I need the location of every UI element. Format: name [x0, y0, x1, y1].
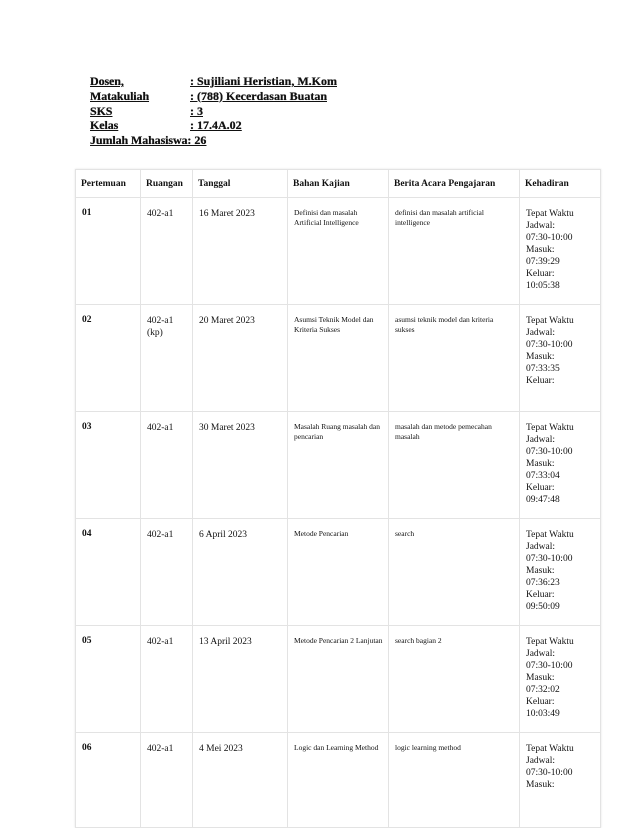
- attendance-line: 07:32:02: [526, 685, 560, 695]
- table-row: [76, 626, 601, 733]
- info-value: : (788) Kecerdasan Buatan: [190, 88, 327, 103]
- attendance-line: 09:50:09: [526, 602, 560, 612]
- attendance-line: 07:30-10:00: [526, 768, 573, 778]
- table-row: [76, 412, 601, 519]
- table-header-row: [76, 170, 601, 198]
- attendance-line: Jadwal:: [526, 756, 556, 766]
- attendance-line: Tepat Waktu: [526, 530, 574, 540]
- material: Asumsi Teknik Model dan Kriteria Sukses: [288, 305, 389, 412]
- room: 402-a1: [141, 626, 193, 733]
- info-label: Kelas: [90, 118, 119, 133]
- attendance-line: [526, 803, 595, 815]
- info-label: Dosen,: [90, 74, 124, 88]
- schedule-table: [75, 169, 601, 828]
- attendance: [520, 733, 601, 828]
- attendance-line: Keluar:: [526, 697, 555, 707]
- info-row-jumlah-mahasiswa: [90, 133, 337, 148]
- attendance-line: 07:36:23: [526, 578, 560, 588]
- attendance-line: Tepat Waktu: [526, 744, 574, 754]
- material: Metode Pencarian: [288, 519, 389, 626]
- attendance-line: Jadwal:: [526, 435, 556, 445]
- attendance-line: 07:30-10:00: [526, 447, 573, 457]
- info-value: : 26: [187, 133, 207, 148]
- attendance-line: 07:33:04: [526, 471, 560, 481]
- attendance-line: Masuk:: [526, 245, 555, 255]
- attendance-line: Masuk:: [526, 566, 555, 576]
- meeting-number: 02: [76, 305, 141, 412]
- info-value: : 3: [190, 103, 203, 118]
- attendance: [520, 305, 601, 412]
- attendance-line: Jadwal:: [526, 221, 556, 231]
- meeting-number: 06: [76, 733, 141, 828]
- attendance-line: 07:39:29: [526, 257, 560, 267]
- attendance-line: Jadwal:: [526, 649, 556, 659]
- attendance-line: Keluar:: [526, 269, 555, 279]
- material: Masalah Ruang masalah dan pencarian: [288, 412, 389, 519]
- info-label: Jumlah Mahasiswa: [90, 133, 188, 148]
- room: 402-a1: [141, 198, 193, 305]
- material: Metode Pencarian 2 Lanjutan: [288, 626, 389, 733]
- info-row-kelas: [90, 118, 337, 133]
- table-row: [76, 519, 601, 626]
- attendance: [520, 412, 601, 519]
- meeting-number: 05: [76, 626, 141, 733]
- date: 20 Maret 2023: [193, 305, 288, 412]
- attendance-line: Keluar:: [526, 376, 555, 386]
- attendance-line: Jadwal:: [526, 542, 556, 552]
- room: 402-a1 (kp): [141, 305, 193, 412]
- attendance-line: Tepat Waktu: [526, 423, 574, 433]
- attendance-line: 10:05:38: [526, 281, 560, 291]
- attendance-line: Masuk:: [526, 673, 555, 683]
- attendance-line: Masuk:: [526, 780, 555, 790]
- meeting-number: 04: [76, 519, 141, 626]
- table-row: [76, 198, 601, 305]
- attendance-line: Masuk:: [526, 459, 555, 469]
- room: 402-a1: [141, 733, 193, 828]
- attendance-line: 07:30-10:00: [526, 554, 573, 564]
- lecturer-info: [90, 74, 337, 148]
- attendance-line: 07:30-10:00: [526, 661, 573, 671]
- attendance-line: 07:30-10:00: [526, 340, 573, 350]
- info-value: : Sujiliani Heristian, M.Kom: [190, 74, 337, 88]
- attendance-line: Keluar:: [526, 590, 555, 600]
- attendance-line: 09:47:48: [526, 495, 560, 505]
- attendance-line: Tepat Waktu: [526, 209, 574, 219]
- attendance-line: [526, 387, 595, 399]
- info-value: : 17.4A.02: [190, 118, 242, 133]
- attendance: [520, 198, 601, 305]
- column-header-kehadiran: Kehadiran: [520, 170, 601, 198]
- table-row: [76, 733, 601, 828]
- attendance-line: Tepat Waktu: [526, 637, 574, 647]
- attendance-line: 10:03:49: [526, 709, 560, 719]
- teaching-report: masalah dan metode pemecahan masalah: [389, 412, 520, 519]
- date: 13 April 2023: [193, 626, 288, 733]
- date: 16 Maret 2023: [193, 198, 288, 305]
- info-row-dosen: [90, 74, 337, 89]
- material: Definisi dan masalah Artificial Intelligence: [288, 198, 389, 305]
- teaching-report: asumsi teknik model dan kriteria sukses: [389, 305, 520, 412]
- date: 4 Mei 2023: [193, 733, 288, 828]
- attendance-line: [526, 791, 595, 803]
- column-header-ruangan: Ruangan: [141, 170, 193, 198]
- attendance-line: 07:33:35: [526, 364, 560, 374]
- meeting-number: 01: [76, 198, 141, 305]
- attendance-line: Masuk:: [526, 352, 555, 362]
- attendance-line: 07:30-10:00: [526, 233, 573, 243]
- teaching-report: search bagian 2: [389, 626, 520, 733]
- attendance-line: Tepat Waktu: [526, 316, 574, 326]
- teaching-report: logic learning method: [389, 733, 520, 828]
- teaching-report: definisi dan masalah artificial intelligence: [389, 198, 520, 305]
- teaching-report: search: [389, 519, 520, 626]
- attendance-line: Keluar:: [526, 483, 555, 493]
- column-header-berita-acara: Berita Acara Pengajaran: [389, 170, 520, 198]
- attendance: [520, 519, 601, 626]
- room: 402-a1: [141, 412, 193, 519]
- column-header-tanggal: Tanggal: [193, 170, 288, 198]
- info-row-matakuliah: [90, 89, 337, 104]
- table-row: [76, 305, 601, 412]
- info-row-sks: [90, 104, 337, 119]
- column-header-bahan-kajian: Bahan Kajian: [288, 170, 389, 198]
- attendance-line: Jadwal:: [526, 328, 556, 338]
- material: Logic dan Learning Method: [288, 733, 389, 828]
- meeting-number: 03: [76, 412, 141, 519]
- date: 30 Maret 2023: [193, 412, 288, 519]
- attendance-line: [526, 815, 595, 827]
- date: 6 April 2023: [193, 519, 288, 626]
- info-label: SKS: [90, 103, 113, 118]
- room: 402-a1: [141, 519, 193, 626]
- column-header-pertemuan: Pertemuan: [76, 170, 141, 198]
- attendance: [520, 626, 601, 733]
- info-label: Matakuliah: [90, 88, 150, 103]
